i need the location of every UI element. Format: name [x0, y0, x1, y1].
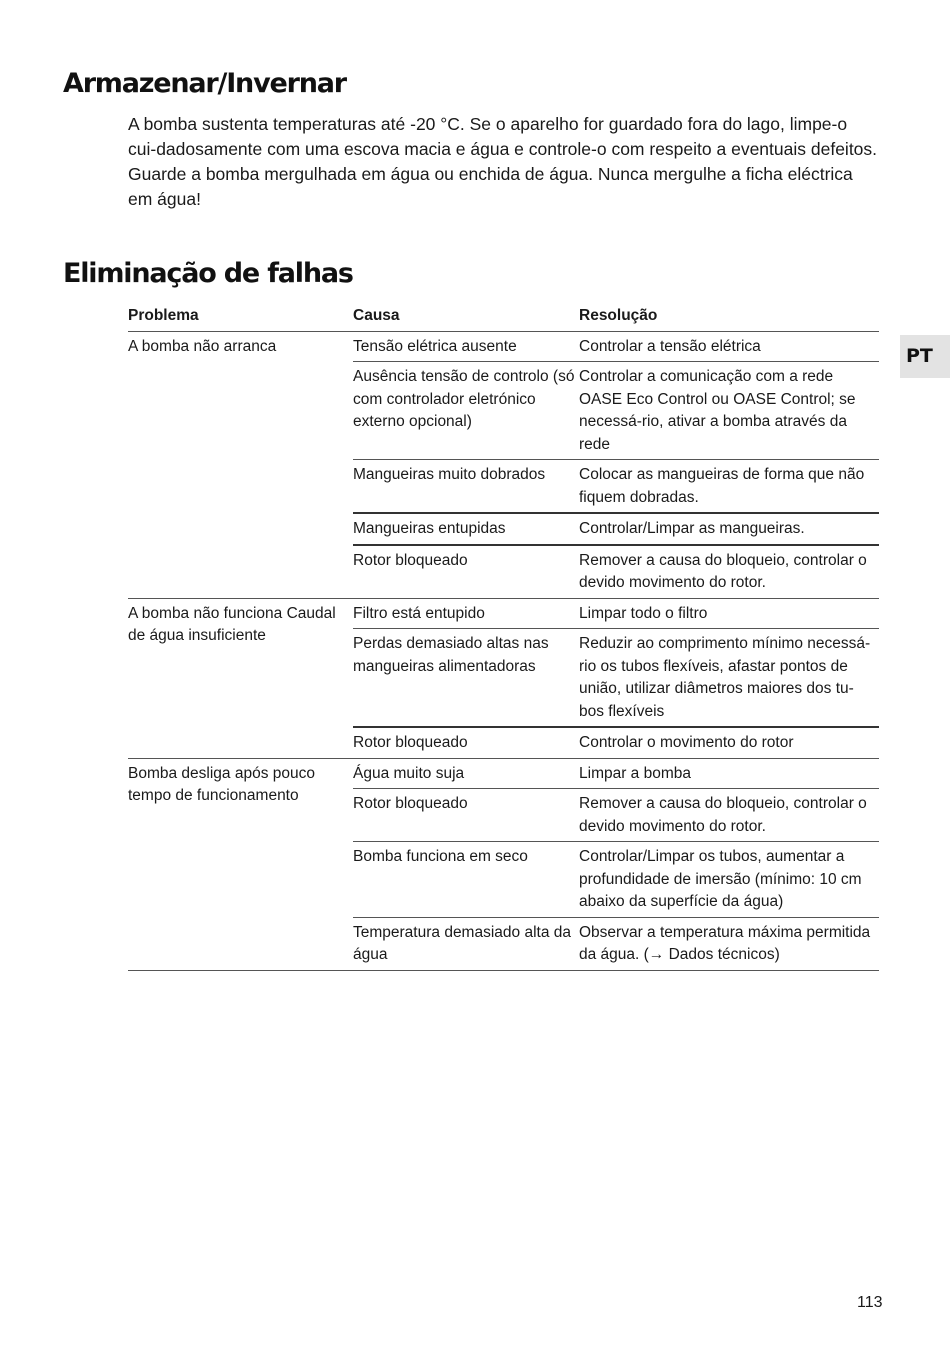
cause-cell: Rotor bloqueado	[353, 789, 579, 842]
cause-cell: Água muito suja	[353, 758, 579, 789]
problem-cell: A bomba não arranca	[128, 331, 353, 598]
cause-cell: Bomba funciona em seco	[353, 842, 579, 918]
resolution-cell: Remover a causa do bloqueio, controlar o devido movimento do rotor.	[579, 545, 879, 599]
header-problem: Problema	[128, 301, 353, 331]
storage-paragraph: A bomba sustenta temperaturas até -20 °C. Se o aparelho for guardado fora do lago, limpe-o cui-dadosamente com uma escova macia e água e controle-o com respeito a eventuais defeitos. Guarde a bomba mergulhada em água ou enchida de água. Nunca mergulhe a ficha eléctrica em água!	[128, 114, 878, 209]
resolution-cell: Controlar/Limpar as mangueiras.	[579, 513, 879, 545]
header-cause: Causa	[353, 301, 579, 331]
resolution-cell: Controlar o movimento do rotor	[579, 727, 879, 758]
table-row	[128, 598, 879, 629]
problem-cell: Bomba desliga após pouco tempo de funcionamento	[128, 758, 353, 970]
page-number: 113	[857, 1294, 883, 1311]
problem-cell: A bomba não funciona Caudal de água insuficiente	[128, 598, 353, 758]
cause-cell: Rotor bloqueado	[353, 545, 579, 599]
section-heading-storage: Armazenar/Invernar	[63, 68, 346, 99]
header-resolution: Resolução	[579, 301, 879, 331]
cause-cell: Perdas demasiado altas nas mangueiras alimentadoras	[353, 629, 579, 728]
cause-cell: Mangueiras muito dobrados	[353, 460, 579, 514]
cause-cell: Filtro está entupido	[353, 598, 579, 629]
resolution-cell: Reduzir ao comprimento mínimo necessá-rio os tubos flexíveis, afastar pontos de união, utilizar diâmetros maiores dos tu-bos flexíveis	[579, 629, 879, 728]
resolution-cell: Controlar a comunicação com a rede OASE Eco Control ou OASE Control; se necessá-rio, ativar a bomba através da rede	[579, 362, 879, 460]
resolution-cell: Remover a causa do bloqueio, controlar o devido movimento do rotor.	[579, 789, 879, 842]
cause-cell: Rotor bloqueado	[353, 727, 579, 758]
cause-cell: Ausência tensão de controlo (só com controlador eletrónico externo opcional)	[353, 362, 579, 460]
table-row	[128, 331, 879, 362]
resolution-cell: Controlar/Limpar os tubos, aumentar a profundidade de imersão (mínimo: 10 cm abaixo da superfície da água)	[579, 842, 879, 918]
table-header-row	[128, 301, 879, 331]
resolution-cell: Limpar a bomba	[579, 758, 879, 789]
resolution-cell: Colocar as mangueiras de forma que não fiquem dobradas.	[579, 460, 879, 514]
cause-cell: Tensão elétrica ausente	[353, 331, 579, 362]
resolution-cell: Observar a temperatura máxima permitida da água. (→ Dados técnicos)	[579, 917, 879, 970]
resolution-cell: Controlar a tensão elétrica	[579, 331, 879, 362]
language-tab: PT	[900, 335, 950, 378]
table-row	[128, 758, 879, 789]
cause-cell: Temperatura demasiado alta da água	[353, 917, 579, 970]
cause-cell: Mangueiras entupidas	[353, 513, 579, 545]
section-heading-troubleshooting: Eliminação de falhas	[63, 258, 353, 289]
resolution-cell: Limpar todo o filtro	[579, 598, 879, 629]
troubleshooting-table	[128, 301, 879, 971]
